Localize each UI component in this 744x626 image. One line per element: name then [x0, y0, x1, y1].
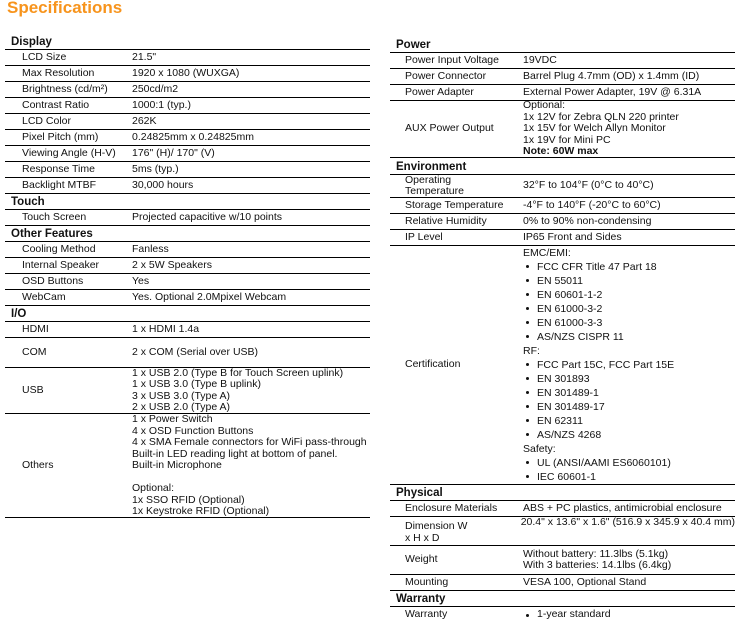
spec-label: Touch Screen	[22, 210, 87, 223]
bullet-item: AS/NZS 4268	[523, 428, 674, 442]
spec-row-viewing-angle-h-v	[5, 145, 370, 161]
value-line: 1 x USB 3.0 (Type B uplink)	[132, 378, 261, 390]
value-line: Built-in Microphone	[132, 459, 222, 471]
spec-row-aux-power-output	[390, 100, 735, 157]
spec-row-touch-screen	[5, 209, 370, 225]
value-line: 1 x Power Switch	[132, 413, 213, 425]
spec-label: Viewing Angle (H-V)	[22, 146, 116, 159]
spec-label: Backlight MTBF	[22, 178, 97, 191]
bullet-item: EN 301893	[523, 372, 674, 386]
spec-label: LCD Size	[22, 50, 67, 63]
spec-row-lcd-color	[5, 113, 370, 129]
spec-row-com	[5, 337, 370, 367]
spec-row-power-connector	[390, 68, 735, 84]
value-line: Yes	[132, 274, 150, 287]
spec-row-usb	[5, 367, 370, 413]
spec-label: Others	[22, 458, 54, 471]
spec-value	[523, 69, 699, 84]
spec-row-response-time	[5, 161, 370, 177]
value-line: 30,000 hours	[132, 178, 194, 191]
spec-label: Brightness (cd/m²)	[22, 82, 108, 95]
value-line: 5ms (typ.)	[132, 162, 179, 175]
right-spec-table	[390, 36, 735, 622]
spec-row-contrast-ratio	[5, 97, 370, 113]
spec-value	[132, 114, 157, 129]
bullet-item: FCC CFR Title 47 Part 18	[523, 260, 674, 274]
spec-value	[132, 290, 286, 305]
value-line: 3 x USB 3.0 (Type A)	[132, 389, 231, 402]
spec-value	[523, 214, 651, 229]
section-header-other-features: Other Features	[5, 225, 370, 241]
spec-value	[132, 178, 193, 193]
spec-label: COM	[22, 345, 47, 358]
spec-row-osd-buttons	[5, 273, 370, 289]
value-line: 250cd/m2	[132, 82, 179, 95]
value-line: 1920 x 1080 (WUXGA)	[132, 66, 240, 79]
left-spec-table	[5, 33, 370, 518]
bullet-item: EN 55011	[523, 274, 674, 288]
spec-value	[523, 53, 557, 68]
section-header-environment: Environment	[390, 157, 735, 174]
value-line: 1x 15V for Welch Allyn Monitor	[523, 122, 666, 135]
spec-label: WebCam	[22, 290, 66, 303]
spec-row-dimension-w-x-h-x-d	[390, 516, 735, 545]
bullet-item: 1-year standard	[523, 609, 611, 621]
spec-label: LCD Color	[22, 114, 72, 127]
spec-value	[523, 85, 701, 100]
spec-label: Warranty	[405, 607, 448, 620]
spec-label: USB	[22, 383, 44, 396]
bullet-item: EN 61000-3-2	[523, 302, 674, 316]
value-line: -4°F to 140°F (-20°C to 60°C)	[523, 198, 661, 211]
value-line: 4 x SMA Female connectors for WiFi pass-through	[132, 436, 367, 448]
value-line: With 3 batteries: 14.1lbs (6.4kg)	[523, 559, 672, 571]
value-line: RF:	[523, 345, 540, 357]
spec-row-brightness-cd-m	[5, 81, 370, 97]
spec-label: Max Resolution	[22, 66, 95, 79]
spec-value	[523, 501, 722, 516]
value-line: 2 x 5W Speakers	[132, 258, 212, 271]
spec-value	[523, 246, 674, 484]
value-line: 1x Keystroke RFID (Optional)	[132, 505, 270, 517]
spec-value	[132, 338, 258, 367]
spec-value	[132, 322, 199, 337]
spec-row-certification	[390, 245, 735, 484]
spec-value	[523, 607, 611, 622]
spec-row-ip-level	[390, 229, 735, 245]
spec-value	[132, 146, 215, 161]
spec-value	[132, 258, 212, 273]
spec-row-operating-temperature	[390, 174, 735, 197]
spec-value	[523, 101, 679, 157]
spec-value	[132, 50, 156, 65]
value-line: 1 x USB 2.0 (Type B for Touch Screen uplink)	[132, 366, 344, 379]
spec-label: Relative Humidity	[405, 214, 487, 227]
spec-value	[523, 546, 671, 574]
spec-label: Power Connector	[405, 69, 487, 82]
spec-label: Mounting	[405, 575, 449, 588]
spec-label: Response Time	[22, 162, 95, 175]
bullet-item: FCC Part 15C, FCC Part 15E	[523, 358, 674, 372]
value-line: 2 x USB 2.0 (Type A)	[132, 401, 231, 413]
spec-label: HDMI	[22, 322, 49, 335]
spec-label: Power Input Voltage	[405, 53, 499, 66]
spec-row-warranty	[390, 606, 735, 622]
spec-value	[132, 368, 343, 413]
value-line: Safety:	[523, 443, 556, 455]
spec-label: Internal Speaker	[22, 258, 100, 271]
spec-value	[132, 66, 239, 81]
value-line: IP65 Front and Sides	[523, 230, 622, 243]
bullet-item: IEC 60601-1	[523, 470, 674, 484]
spec-row-storage-temperature	[390, 197, 735, 213]
spec-value	[132, 274, 149, 289]
spec-label: OSD Buttons	[22, 274, 84, 287]
value-line: 32°F to 104°F (0°C to 40°C)	[523, 179, 654, 192]
spec-label: IP Level	[405, 230, 443, 243]
value-line: 0% to 90% non-condensing	[523, 214, 652, 227]
value-line: Optional:	[523, 99, 566, 112]
spec-value	[132, 98, 191, 113]
bullet-item: EN 62311	[523, 414, 674, 428]
spec-row-pixel-pitch-mm	[5, 129, 370, 145]
value-line: Yes. Optional 2.0Mpixel Webcam	[132, 290, 287, 303]
spec-label: Cooling Method	[22, 242, 96, 255]
value-line: 1 x HDMI 1.4a	[132, 322, 200, 335]
value-line: Optional:	[132, 482, 175, 494]
value-line: 19VDC	[523, 53, 557, 66]
value-line: EMC/EMI:	[523, 247, 571, 259]
spec-value	[132, 82, 178, 97]
spec-label: Contrast Ratio	[22, 98, 90, 111]
value-line: Projected capacitive w/10 points	[132, 210, 282, 223]
value-line: 176" (H)/ 170" (V)	[132, 146, 215, 159]
value-line: 21.5"	[132, 50, 157, 63]
value-line: Without battery: 11.3lbs (5.1kg)	[523, 547, 669, 560]
section-header-power: Power	[396, 39, 431, 51]
value-line: Barrel Plug 4.7mm (OD) x 1.4mm (ID)	[523, 69, 700, 82]
spec-row-weight	[390, 545, 735, 574]
spec-label: Enclosure Materials	[405, 501, 498, 514]
value-line: ABS + PC plastics, antimicrobial enclosure	[523, 501, 722, 514]
bullet-item: AS/NZS CISPR 11	[523, 330, 674, 344]
spec-label: Dimension W x H x D	[405, 520, 468, 544]
value-line: Fanless	[132, 242, 169, 255]
spec-row-others	[5, 413, 370, 517]
spec-row-enclosure-materials	[390, 500, 735, 516]
spec-value	[523, 230, 622, 245]
value-line: 1000:1 (typ.)	[132, 98, 191, 111]
value-line: 262K	[132, 114, 157, 127]
value-line: Built-in LED reading light at bottom of panel.	[132, 447, 338, 460]
spec-row-webcam	[5, 289, 370, 305]
section-header-warranty: Warranty	[390, 590, 735, 606]
spec-value	[132, 130, 254, 145]
spec-row-hdmi	[5, 321, 370, 337]
spec-row-power-adapter	[390, 84, 735, 100]
bullet-item: EN 301489-1	[523, 386, 674, 400]
value-line: Note: 60W max	[523, 145, 599, 158]
bullet-item: EN 61000-3-3	[523, 316, 674, 330]
value-line: 20.4" x 13.6" x 1.6" (516.9 x 345.9 x 40.4 mm)	[520, 516, 735, 528]
spec-row-backlight-mtbf	[5, 177, 370, 193]
value-line: 1x SSO RFID (Optional)	[132, 493, 245, 506]
value-line: 4 x OSD Function Buttons	[132, 424, 254, 437]
value-line: 1x 12V for Zebra QLN 220 printer	[523, 110, 679, 123]
spec-value	[132, 242, 169, 257]
spec-value	[523, 175, 654, 197]
section-header-touch: Touch	[5, 193, 370, 209]
spec-row-relative-humidity	[390, 213, 735, 229]
spec-row-mounting	[390, 574, 735, 590]
section-header-i-o: I/O	[5, 305, 370, 321]
value-line: 0.24825mm x 0.24825mm	[132, 130, 254, 143]
spec-value	[523, 575, 646, 590]
spec-row-max-resolution	[5, 65, 370, 81]
spec-row-power-input-voltage	[390, 52, 735, 68]
value-line: VESA 100, Optional Stand	[523, 575, 647, 588]
spec-label: Pixel Pitch (mm)	[22, 130, 99, 143]
spec-row-internal-speaker	[5, 257, 370, 273]
page-title: Specifications	[7, 0, 123, 17]
spec-label: Operating Temperature	[405, 173, 464, 197]
spec-label: Power Adapter	[405, 85, 474, 98]
bullet-item: EN 60601-1-2	[523, 288, 674, 302]
spec-label: Weight	[405, 553, 438, 566]
spec-value	[132, 162, 179, 177]
value-line: 1x 19V for Mini PC	[523, 133, 611, 146]
value-line: External Power Adapter, 19V @ 6.31A	[523, 85, 702, 98]
section-header-display: Display	[11, 36, 52, 48]
spec-label: Storage Temperature	[405, 198, 504, 211]
spec-value	[132, 414, 367, 517]
value-line: 2 x COM (Serial over USB)	[132, 345, 259, 358]
spec-value	[521, 517, 735, 545]
spec-row-cooling-method	[5, 241, 370, 257]
spec-label: AUX Power Output	[405, 122, 494, 135]
spec-row-lcd-size	[5, 49, 370, 65]
spec-label: Certification	[405, 358, 461, 371]
bullet-item: EN 301489-17	[523, 400, 674, 414]
bullet-item: UL (ANSI/AAMI ES6060101)	[523, 456, 674, 470]
section-header-physical: Physical	[390, 484, 735, 500]
spec-value	[132, 210, 282, 225]
spec-value	[523, 198, 661, 213]
